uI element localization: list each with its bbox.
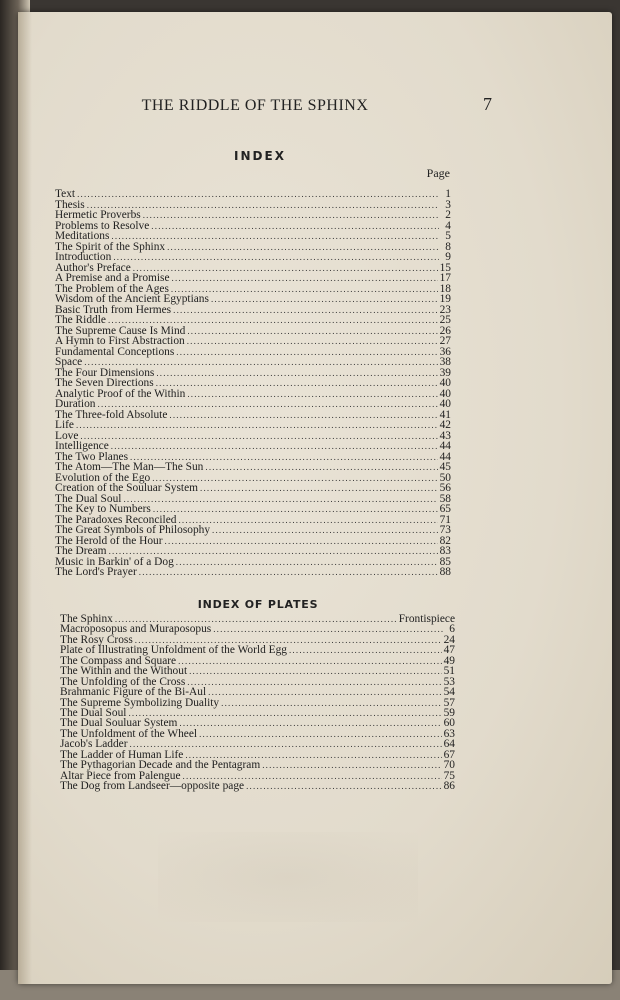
- index-entry: [55, 189, 451, 200]
- index-entry-title: Basic Truth from Hermes: [55, 303, 172, 316]
- plate-entry-title: Altar Piece from Palengue: [60, 769, 181, 782]
- index-entry-title: Intelligence: [55, 440, 109, 452]
- dot-leader: [199, 729, 442, 739]
- dot-leader: [98, 399, 438, 410]
- index-entry-page: 8: [445, 240, 451, 253]
- plate-entry-page: 59: [443, 706, 455, 719]
- index-entry-page: 19: [439, 293, 451, 305]
- index-entry: [55, 525, 451, 536]
- index-entry-page: 4: [445, 219, 451, 232]
- index-entry-page: 40: [439, 387, 451, 400]
- page-column-label: Page: [426, 166, 450, 180]
- index-entry-page: 25: [439, 314, 451, 326]
- dot-leader: [187, 336, 438, 347]
- index-entry-title: Evolution of the Ego: [55, 471, 151, 484]
- dot-leader: [165, 536, 438, 547]
- dot-leader: [211, 294, 438, 305]
- index-entry: [55, 336, 451, 347]
- index-entry-title: Love: [55, 429, 79, 442]
- index-entry-title: The Riddle: [55, 314, 106, 326]
- index-entry: [55, 378, 451, 389]
- dot-leader: [187, 389, 437, 400]
- page-number: 7: [483, 94, 492, 114]
- dot-leader: [246, 781, 442, 791]
- dot-leader: [178, 515, 437, 526]
- index-entry-page: 50: [439, 471, 451, 484]
- plate-entry-page: 70: [443, 759, 455, 772]
- paper-stain: [158, 832, 418, 922]
- dot-leader: [111, 231, 439, 242]
- index-entry: [55, 441, 451, 452]
- index-entry-page: 36: [439, 345, 451, 358]
- dot-leader: [84, 357, 437, 368]
- index-entry-title: Hermetic Proverbs: [55, 209, 141, 221]
- dot-leader: [156, 368, 437, 379]
- index-entry-page: 71: [439, 513, 451, 526]
- plate-entry-title: Plate of Illustrating Unfoldment of the World Egg: [60, 644, 287, 657]
- dot-leader: [139, 567, 438, 578]
- page-gutter-shadow: [18, 12, 32, 984]
- index-entry-title: The Three-fold Absolute: [55, 408, 168, 421]
- plate-entry-page: 47: [443, 644, 455, 657]
- index-entry-title: A Hymn to First Abstraction: [55, 335, 185, 347]
- index-entry-title: Author's Preface: [55, 261, 131, 274]
- dot-leader: [153, 504, 438, 515]
- dot-leader: [80, 431, 437, 442]
- plate-entry-page: Frontispiece: [398, 613, 455, 625]
- index-entry-title: The Key to Numbers: [55, 503, 151, 515]
- plate-entry-title: The Within and the Without: [60, 665, 188, 678]
- plate-entry: [60, 760, 455, 770]
- index-entry-title: The Great Symbols of Philosophy: [55, 524, 211, 536]
- index-entry: [55, 536, 451, 547]
- dot-leader: [108, 315, 438, 326]
- index-entry-page: 3: [445, 198, 451, 211]
- index-entry-title: The Two Planes: [55, 450, 129, 463]
- index-entry-title: Introduction: [55, 251, 112, 263]
- dot-leader: [76, 420, 438, 431]
- index-entry-page: 27: [439, 335, 451, 347]
- running-title: THE RIDDLE OF THE SPHINX: [141, 97, 369, 114]
- index-entry: [55, 546, 451, 557]
- index-entry-page: 2: [445, 209, 451, 221]
- dot-leader: [109, 546, 438, 557]
- plate-entry-page: 51: [443, 665, 455, 678]
- dot-leader: [289, 645, 442, 655]
- index-entry-page: 83: [439, 545, 451, 557]
- index-entry-title: The Dream: [55, 545, 107, 557]
- index-entry-page: 17: [439, 272, 451, 284]
- dot-leader: [151, 221, 439, 232]
- index-entry-page: 56: [439, 482, 451, 494]
- dot-leader: [187, 326, 437, 337]
- plate-entry-page: 75: [443, 769, 455, 782]
- index-entry-page: 73: [439, 524, 451, 536]
- dot-leader: [167, 242, 439, 253]
- plate-entry-page: 53: [443, 675, 455, 688]
- index-entry: [55, 462, 451, 473]
- plate-entry-title: The Dog from Landseer—opposite page: [60, 780, 245, 792]
- index-entry-title: The Problem of the Ages: [55, 282, 169, 295]
- index-entry: [55, 221, 451, 232]
- index-entry-title: The Spirit of the Sphinx: [55, 240, 166, 253]
- plate-entry-title: The Sphinx: [60, 613, 113, 625]
- plate-entry-page: 64: [443, 738, 455, 751]
- plate-entry-page: 49: [443, 654, 455, 667]
- dot-leader: [123, 494, 437, 505]
- index-entry-title: Music in Barkin' of a Dog: [55, 555, 174, 568]
- plate-entry-title: The Ladder of Human Life: [60, 748, 184, 761]
- plate-entry-title: The Unfolding of the Cross: [60, 675, 186, 688]
- index-entry-page: 23: [439, 303, 451, 316]
- plate-entry-page: 57: [443, 696, 455, 709]
- index-entry-page: 15: [439, 261, 451, 274]
- index-entry-page: 82: [439, 534, 451, 547]
- index-entry-title: The Seven Directions: [55, 377, 154, 389]
- dot-leader: [111, 441, 438, 452]
- dot-leader: [172, 273, 438, 284]
- plate-entry-title: The Rosy Cross: [60, 633, 133, 646]
- index-entry: [55, 420, 451, 431]
- index-entry-page: 43: [439, 429, 451, 442]
- plate-entry-page: 60: [443, 717, 455, 730]
- dot-leader: [262, 760, 441, 770]
- index-entry: [55, 357, 451, 368]
- index-entry-title: Thesis: [55, 198, 85, 211]
- index-entry-page: 42: [439, 419, 451, 431]
- index-entry: [55, 242, 451, 253]
- index-entry: [55, 431, 451, 442]
- dot-leader: [178, 656, 442, 666]
- index-entry-title: Wisdom of the Ancient Egyptians: [55, 293, 209, 305]
- index-entry-title: Space: [55, 356, 83, 368]
- dot-leader: [171, 284, 438, 295]
- plate-entry-page: 24: [443, 633, 455, 646]
- plate-entry-page: 67: [443, 748, 455, 761]
- dot-leader: [213, 624, 443, 634]
- dot-leader: [156, 378, 438, 389]
- index-entry-page: 40: [439, 398, 451, 410]
- index-entry: [55, 294, 451, 305]
- index-entry: [55, 315, 451, 326]
- dot-leader: [176, 557, 438, 568]
- index-entry-title: The Four Dimensions: [55, 366, 155, 379]
- index-entry-title: The Dual Soul: [55, 492, 122, 505]
- plate-entry-title: Brahmanic Figure of the Bi-Aul: [60, 686, 207, 699]
- index-entry-title: The Paradoxes Reconciled: [55, 513, 177, 526]
- dot-leader: [187, 677, 441, 687]
- index-entry: [55, 504, 451, 515]
- index-entry-title: Analytic Proof of the Within: [55, 387, 186, 400]
- plates-heading: INDEX OF PLATES: [197, 598, 319, 611]
- index-entry-title: The Atom—The Man—The Sun: [55, 461, 204, 473]
- index-entry-page: 38: [439, 356, 451, 368]
- index-entry-page: 39: [439, 366, 451, 379]
- plate-entry-title: Macroposopus and Muraposopus: [60, 623, 212, 636]
- index-entry-title: Problems to Resolve: [55, 219, 150, 232]
- index-entry: [55, 483, 451, 494]
- plate-entry-page: 86: [443, 780, 455, 792]
- index-entry: [55, 210, 451, 221]
- index-entry-page: 18: [439, 282, 451, 295]
- index-entry-page: 44: [439, 450, 451, 463]
- index-entry: [55, 410, 451, 421]
- index-entry-title: The Supreme Cause Is Mind: [55, 324, 186, 337]
- index-entry-page: 85: [439, 555, 451, 568]
- plate-entry-page: 63: [443, 727, 455, 740]
- index-entry-page: 1: [445, 188, 451, 200]
- index-entry: [55, 389, 451, 400]
- dot-leader: [169, 410, 437, 421]
- index-entry-page: 40: [439, 377, 451, 389]
- index-entry-title: The Lord's Prayer: [55, 566, 137, 578]
- index-entry-title: A Premise and a Promise: [55, 272, 170, 284]
- dot-leader: [221, 698, 441, 708]
- index-entry-title: Duration: [55, 398, 96, 410]
- dot-leader: [189, 666, 442, 676]
- index-entry-page: 41: [439, 408, 451, 421]
- plate-entry-page: 54: [443, 686, 455, 699]
- index-entry-page: 9: [445, 251, 451, 263]
- dot-leader: [208, 687, 441, 697]
- dot-leader: [113, 252, 439, 263]
- index-entry-page: 65: [439, 503, 451, 515]
- dot-leader: [133, 263, 438, 274]
- dot-leader: [173, 305, 437, 316]
- plate-entry-title: The Compass and Square: [60, 654, 177, 667]
- index-entry-page: 58: [439, 492, 451, 505]
- plate-entry-title: The Pythagorian Decade and the Pentagram: [60, 759, 261, 772]
- plate-entry: [60, 781, 455, 791]
- index-entry: [55, 273, 451, 284]
- plate-entry-title: Jacob's Ladder: [60, 738, 128, 751]
- index-list: [55, 189, 451, 578]
- plate-entry-title: The Dual Souluar System: [60, 717, 178, 730]
- index-entry-page: 88: [439, 566, 451, 578]
- plate-entry: [60, 687, 455, 697]
- plate-entry-page: 6: [449, 623, 455, 636]
- index-entry: [55, 399, 451, 410]
- index-heading: INDEX: [234, 149, 286, 163]
- index-entry-title: The Herold of the Hour: [55, 534, 163, 547]
- dot-leader: [77, 189, 439, 200]
- index-entry: [55, 567, 451, 578]
- index-entry-page: 44: [439, 440, 451, 452]
- index-entry-title: Creation of the Souluar System: [55, 482, 198, 494]
- index-entry-page: 5: [445, 230, 451, 242]
- plates-list: [60, 614, 455, 791]
- index-entry-page: 45: [439, 461, 451, 473]
- plate-entry-title: The Unfoldment of the Wheel: [60, 727, 198, 740]
- index-entry: [55, 231, 451, 242]
- index-entry-title: Fundamental Conceptions: [55, 345, 175, 358]
- index-entry: [55, 305, 451, 316]
- plate-entry-title: The Dual Soul: [60, 706, 127, 719]
- dot-leader: [200, 483, 438, 494]
- index-entry: [55, 347, 451, 358]
- dot-leader: [212, 525, 438, 536]
- dot-leader: [176, 347, 437, 358]
- dot-leader: [179, 718, 441, 728]
- index-entry-title: Meditations: [55, 230, 110, 242]
- index-entry-title: Text: [55, 188, 76, 200]
- dot-leader: [205, 462, 437, 473]
- dot-leader: [143, 210, 439, 221]
- index-entry-page: 26: [439, 324, 451, 337]
- plate-entry-title: The Supreme Symbolizing Duality: [60, 696, 220, 709]
- index-entry-title: Life: [55, 419, 74, 431]
- index-entry: [55, 252, 451, 263]
